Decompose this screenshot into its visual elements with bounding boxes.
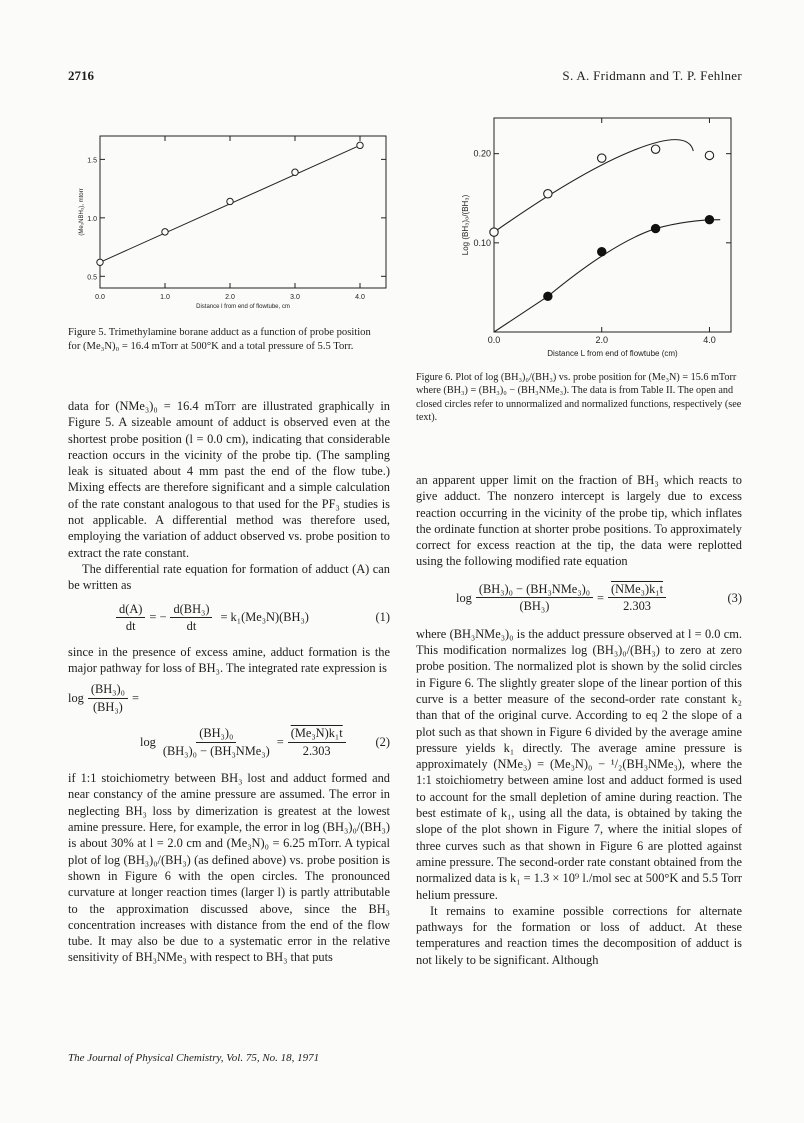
eq2b-den: (BH₃)₀ − (BH₃NMe₃) <box>162 743 270 758</box>
x-tick-label: 0.0 <box>487 335 501 345</box>
eq2b-eq: = <box>276 735 284 749</box>
data-point-open <box>598 154 606 162</box>
paragraph: The differential rate equation for formation of adduct (A) can be written as <box>68 561 390 593</box>
paragraph: an apparent upper limit on the fraction of BH₃ which reacts to give adduct. The nonzero intercept is largely due to excess reaction occurring in the vicinity of the probe tip, which inflates the ordinate function at shorter probe positions. To approximately correct for excess reaction at the tip, the data were replotted using the following modified rate equation <box>416 473 742 569</box>
journal-footer: The Journal of Physical Chemistry, Vol. 75, No. 18, 1971 <box>68 1052 320 1064</box>
x-tick-label: 4.0 <box>355 294 365 301</box>
eq1-b-num: d(BH₃) <box>170 601 212 618</box>
eq2b-log: log <box>140 735 156 749</box>
eq1-mid: = − <box>149 610 167 625</box>
y-axis-label: Log (BH₃)₀/(BH₃) <box>461 194 470 256</box>
data-point-filled <box>651 224 659 232</box>
eq1-frac-a <box>116 601 145 635</box>
data-point-open <box>357 142 363 148</box>
paragraph: data for (NMe₃)₀ = 16.4 mTorr are illustrated graphically in Figure 5. A sizeable amount of adduct is observed even at the shortest probe position (l = 0.0 cm), indicating that considerable reaction occurs in the vicinity of the probe tip. (The sampling leak is situated about 4 mm past the end of the flow tube.) Mixing effects are therefore significant and a simple calculation of the rate constant analogous to that used for the PF₃ studies is not applicable. A differential method was therefore used, employing the variation of adduct observed vs. probe position to extract the rate constant. <box>68 399 390 560</box>
eq2a-eq: = <box>131 691 139 705</box>
x-tick-label: 0.0 <box>95 294 105 301</box>
eq3-number: (3) <box>727 590 742 605</box>
x-tick-label: 4.0 <box>703 335 716 345</box>
y-tick-label: 0.10 <box>473 237 491 248</box>
data-point-open <box>292 169 298 175</box>
paragraph: if 1:1 stoichiometry between BH₃ lost and adduct formed and near constancy of the amine pressure are assumed. The error in neglecting BH₃ loss by dimerization is greatest at the lowest amine pressure. Here, for example, the error in log (BH₃)₀/(BH₃) is about 30% at l = 2.0 cm and (Me₃N)₀ = 6.25 mTorr. A typical plot of log (BH₃)₀/(BH₃) (as defined above) vs. probe position is shown in Figure 6 with the open circles. The pronounced curvature at longer reaction times (larger l) is partly attributable to the approximation discussed above, since the BH₃ concentration increases with distance from the end of the flow tube. It may also be due to a systematic error in the relative sensitivity of BH₃NMe₃ with respect to BH₃ that puts <box>68 771 390 965</box>
page-number: 2716 <box>68 68 94 83</box>
y-tick-label: 1.5 <box>87 157 97 165</box>
eq2b-frac-right <box>288 725 346 759</box>
eq3-frac-left <box>476 581 593 615</box>
eq2a-den: (BH₃) <box>93 699 123 714</box>
data-point-filled <box>705 215 713 223</box>
y-axis-label: (Me₃NBH₃), mtorr <box>79 188 85 236</box>
y-tick-label: 0.20 <box>473 148 491 159</box>
figure-6 <box>446 112 746 364</box>
eq2b-rnum: (Me₃N)k₁t <box>288 725 346 742</box>
eq2a-num: (BH₃)₀ <box>88 681 128 698</box>
eq2b-frac-left <box>160 725 273 759</box>
data-point-open <box>651 145 659 153</box>
eq1-a-num: d(A) <box>116 601 145 618</box>
eq2-number: (2) <box>375 735 390 749</box>
x-tick-label: 2.0 <box>595 335 608 345</box>
data-point-open <box>490 228 498 236</box>
y-tick-label: 0.5 <box>87 274 97 282</box>
x-tick-label: 1.0 <box>160 294 170 301</box>
data-point-open <box>97 259 103 265</box>
paragraph: since in the presence of excess amine, adduct formation is the major pathway for loss of BH₃. The integrated rate expression is <box>68 644 390 675</box>
paragraph: where (BH₃NMe₃)₀ is the adduct pressure observed at l = 0.0 cm. This modification normalizes log (BH₃)₀/(BH₃) to zero at zero probe position. The normalized plot is shown by the solid circles in Figure 6. The slightly greater slope of the linear portion of this curve is a better measure of the second-order rate constant k₂ than that of the original curve. According to eq 2 the slope of a plot such as that shown in Figure 6 divided by the average amine pressure yields k₁ directly. The average amine pressure is approximately (NMe₃) = (Me₃N)₀ − ¹/₂(BH₃NMe₃), where the 1:1 stoichiometry between amine lost and adduct formed is used to account for the small depletion of amine during reaction. The best estimate of k₁, using all the data, is obtained by taking the slope of the plot shown in Figure 7, where the initial slopes of three curves such as that shown in Figure 6 are plotted against amine pressure. The second-order rate constant obtained from the normalized data is k₁ = 1.3 × 10⁹ l./mol sec at 500°K and 5.5 Torr helium pressure. <box>416 626 742 902</box>
eq2b-num: (BH₃)₀ <box>196 725 236 742</box>
eq2a-frac <box>88 681 128 715</box>
eq3-rden: 2.303 <box>623 599 651 614</box>
x-tick-label: 2.0 <box>225 294 235 301</box>
eq1-number: (1) <box>375 610 390 625</box>
filled-series-curve <box>494 220 720 332</box>
x-axis-label: Distance L from end of flowtube (cm) <box>547 349 678 358</box>
left-column <box>68 398 390 966</box>
equation-3 <box>456 578 742 618</box>
x-tick-label: 3.0 <box>290 294 300 301</box>
eq3-rnum: (NMe₃)k₁t <box>608 581 666 598</box>
data-point-open <box>227 198 233 204</box>
open-series-curve <box>494 140 693 233</box>
x-axis-label: Distance l from end of flowtube, cm <box>196 304 290 310</box>
eq1-frac-b <box>170 601 212 635</box>
figure-5-caption: Figure 5. Trimethylamine borane adduct as a function of probe position for (Me₃N)₀ = 16.4 mTorr at 500°K and a total pressure of 5.5 Torr. <box>68 327 371 352</box>
eq1-rhs: = k₁(Me₃N)(BH₃) <box>220 610 309 625</box>
plot-frame <box>100 136 386 288</box>
eq3-log: log <box>456 590 472 605</box>
y-tick-label: 1.0 <box>87 215 97 223</box>
eq3-eq: = <box>597 590 605 605</box>
eq2b-rden: 2.303 <box>302 743 331 758</box>
figure-5 <box>78 128 393 318</box>
running-header-authors: S. A. Fridmann and T. P. Fehlner <box>562 68 742 83</box>
eq2a-log: log <box>68 691 84 705</box>
figure-6-caption: Figure 6. Plot of log (BH₃)₀/(BH₃) vs. probe position for (Me₃N) = 15.6 mTorr where (BH₃) = (BH₃)₀ − (BH₃NMe₃). The data is from Table II. The open and closed circles refer to unnormalized and normalized functions, respectively (see text). <box>416 372 742 423</box>
data-point-open <box>162 229 168 235</box>
eq3-num: (BH₃)₀ − (BH₃NMe₃)₀ <box>476 581 593 598</box>
eq3-den: (BH₃) <box>519 599 550 614</box>
right-column <box>416 472 742 968</box>
plot-frame <box>494 118 731 332</box>
eq3-frac-right <box>608 581 666 615</box>
equation-2b <box>140 722 390 762</box>
equation-2a <box>68 678 390 718</box>
data-point-open <box>705 151 713 159</box>
figure-6-chart <box>446 112 746 364</box>
data-point-filled <box>544 292 552 300</box>
figure-5-chart <box>78 128 393 318</box>
equation-1 <box>112 598 390 638</box>
data-point-filled <box>598 248 606 256</box>
paragraph: It remains to examine possible corrections for alternate pathways for the formation or loss of adduct. At these temperatures and reaction times the decomposition of adduct is not likely to be significant. Although <box>416 903 742 967</box>
eq1-b-den: dt <box>186 619 197 634</box>
data-point-open <box>544 190 552 198</box>
eq1-a-den: dt <box>125 619 136 634</box>
